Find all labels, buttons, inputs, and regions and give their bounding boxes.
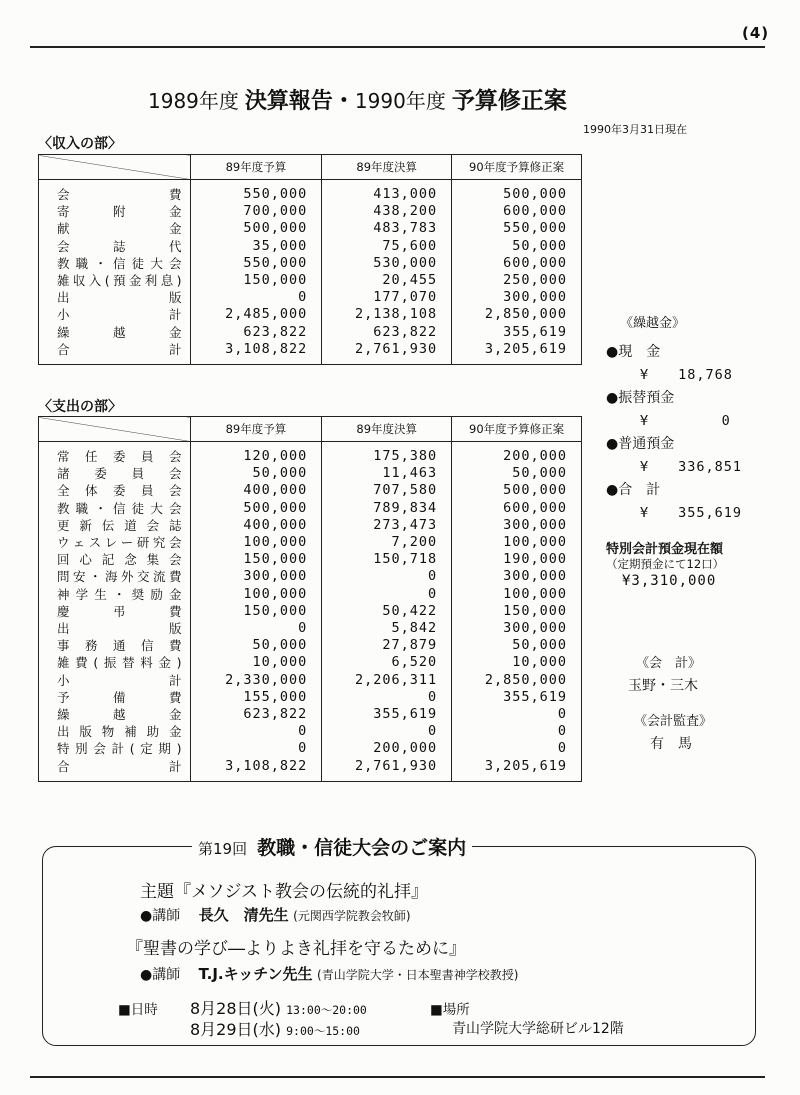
value-cell: 11,463 (322, 465, 452, 482)
row-label: ウェスレー研究会 (39, 534, 191, 551)
page-number: (4) (742, 24, 770, 42)
value-cell: 623,822 (190, 706, 322, 723)
value-cell: 483,783 (322, 220, 452, 237)
row-label: 雑費(振替料金) (39, 654, 191, 671)
expenses-heading: 〈支出の部〉 (38, 399, 122, 415)
table-row (39, 180, 582, 204)
value-cell: 2,485,000 (190, 306, 322, 323)
value-cell: 0 (190, 289, 322, 306)
value-cell: 200,000 (452, 442, 582, 466)
value-cell: 10,000 (452, 654, 582, 671)
value-cell: 500,000 (190, 500, 322, 517)
value-cell: 175,380 (322, 442, 452, 466)
carryover-item (606, 341, 776, 383)
column-header: 89年度予算 (190, 155, 322, 180)
value-cell: 120,000 (190, 442, 322, 466)
table-row (39, 442, 582, 466)
value-cell: 0 (190, 740, 322, 757)
value-cell: 20,455 (322, 272, 452, 289)
special-account-heading: 特別会計預金現在額 (606, 542, 724, 557)
table-row (39, 203, 582, 220)
expenses-table (38, 416, 582, 782)
value-cell: 150,000 (190, 551, 322, 568)
value-cell: 2,206,311 (322, 672, 452, 689)
row-label: 寄附金 (39, 203, 191, 220)
value-cell: 0 (322, 723, 452, 740)
value-cell: 400,000 (190, 482, 322, 499)
value-cell: 50,422 (322, 603, 452, 620)
diagonal-header-cell (39, 417, 191, 442)
value-cell: 2,850,000 (452, 672, 582, 689)
table-row (39, 220, 582, 237)
row-label: 特別会計(定期) (39, 740, 191, 757)
carryover-amount: ¥ 336,851 (640, 459, 743, 475)
value-cell: 300,000 (452, 620, 582, 637)
top-rule (30, 46, 765, 48)
event-theme-1: 主題『メソジスト教会の伝統的礼拝』 (140, 882, 428, 902)
title-year2: 1990年度 (354, 89, 446, 113)
row-label: 慶弔費 (39, 603, 191, 620)
value-cell: 413,000 (322, 180, 452, 204)
table-row (39, 637, 582, 654)
row-label: 繰越金 (39, 324, 191, 341)
table-row (39, 551, 582, 568)
table-row (39, 255, 582, 272)
event-place-label: ■場所 (430, 1002, 470, 1018)
value-cell: 155,000 (190, 689, 322, 706)
event-date-2 (190, 1017, 360, 1040)
value-cell: 3,108,822 (190, 758, 322, 782)
value-cell: 550,000 (190, 255, 322, 272)
value-cell: 100,000 (452, 534, 582, 551)
row-label: 問安・海外交流費 (39, 568, 191, 585)
table-row (39, 482, 582, 499)
value-cell: 500,000 (190, 220, 322, 237)
carryover-label: ●合 計 (606, 482, 661, 498)
value-cell: 623,822 (322, 324, 452, 341)
special-account-amount: ¥3,310,000 (622, 573, 717, 589)
value-cell: 190,000 (452, 551, 582, 568)
table-row (39, 586, 582, 603)
title-year1: 1989年度 (148, 89, 239, 113)
table-row (39, 723, 582, 740)
value-cell: 2,138,108 (322, 306, 452, 323)
table-row (39, 272, 582, 289)
table-row (39, 568, 582, 585)
carryover-panel (606, 312, 776, 521)
value-cell: 0 (452, 706, 582, 723)
value-cell: 600,000 (452, 255, 582, 272)
value-cell: 7,200 (322, 534, 452, 551)
page-title (148, 82, 567, 115)
table-row (39, 534, 582, 551)
value-cell: 355,619 (452, 324, 582, 341)
value-cell: 355,619 (322, 706, 452, 723)
value-cell: 0 (322, 689, 452, 706)
speaker-label: ●講師 (140, 967, 181, 983)
time-text: 9:00〜15:00 (286, 1024, 360, 1038)
value-cell: 789,834 (322, 500, 452, 517)
row-label: 全体委員会 (39, 482, 191, 499)
row-label: 出版物補助金 (39, 723, 191, 740)
carryover-item (606, 479, 776, 521)
carryover-item (606, 433, 776, 475)
speaker-affiliation: (元関西学院教会牧師) (293, 909, 411, 923)
auditor-heading: 《会計監査》 (634, 714, 713, 729)
carryover-amount: ¥ 18,768 (640, 367, 733, 383)
value-cell: 400,000 (190, 517, 322, 534)
table-row (39, 620, 582, 637)
row-label: 回心記念集会 (39, 551, 191, 568)
carryover-amount: ¥ 0 (640, 413, 731, 429)
title-part1: 決算報告・ (244, 89, 355, 114)
value-cell: 550,000 (190, 180, 322, 204)
row-label: 教職・信徒大会 (39, 255, 191, 272)
value-cell: 150,000 (452, 603, 582, 620)
value-cell: 438,200 (322, 203, 452, 220)
row-label: 雑収入(預金利息) (39, 272, 191, 289)
row-label: 合計 (39, 341, 191, 365)
row-label: 出版 (39, 620, 191, 637)
row-label: 更新伝道会誌 (39, 517, 191, 534)
value-cell: 5,842 (322, 620, 452, 637)
value-cell: 50,000 (452, 238, 582, 255)
value-cell: 3,205,619 (452, 341, 582, 365)
row-label: 予備費 (39, 689, 191, 706)
table-row (39, 517, 582, 534)
value-cell: 2,761,930 (322, 758, 452, 782)
value-cell: 35,000 (190, 238, 322, 255)
value-cell: 500,000 (452, 482, 582, 499)
table-row (39, 758, 582, 782)
value-cell: 50,000 (190, 465, 322, 482)
value-cell: 6,520 (322, 654, 452, 671)
column-header: 89年度決算 (322, 155, 452, 180)
value-cell: 150,000 (190, 603, 322, 620)
accountant-names: 玉野・三木 (628, 678, 698, 694)
event-speaker-2 (140, 963, 518, 984)
value-cell: 0 (452, 740, 582, 757)
row-label: 事務通信費 (39, 637, 191, 654)
speaker-label: ●講師 (140, 908, 181, 924)
table-row (39, 324, 582, 341)
value-cell: 150,718 (322, 551, 452, 568)
bottom-rule (30, 1076, 765, 1078)
value-cell: 3,108,822 (190, 341, 322, 365)
event-title (192, 833, 472, 860)
value-cell: 10,000 (190, 654, 322, 671)
table-row (39, 706, 582, 723)
income-heading: 〈収入の部〉 (38, 136, 122, 152)
income-table (38, 154, 582, 365)
event-theme-2: 『聖書の学び―よりよき礼拝を守るために』 (126, 939, 466, 959)
value-cell: 550,000 (452, 220, 582, 237)
value-cell: 355,619 (452, 689, 582, 706)
table-row (39, 289, 582, 306)
title-part2: 予算修正案 (451, 88, 567, 114)
carryover-heading: 《繰越金》 (620, 316, 686, 331)
value-cell: 0 (190, 620, 322, 637)
value-cell: 707,580 (322, 482, 452, 499)
value-cell: 273,473 (322, 517, 452, 534)
table-row (39, 500, 582, 517)
accountant-heading: 《会 計》 (636, 656, 702, 671)
row-label: 合計 (39, 758, 191, 782)
value-cell: 75,600 (322, 238, 452, 255)
column-header: 90年度予算修正案 (452, 417, 582, 442)
value-cell: 2,850,000 (452, 306, 582, 323)
value-cell: 0 (322, 586, 452, 603)
value-cell: 623,822 (190, 324, 322, 341)
table-row (39, 672, 582, 689)
table-row (39, 689, 582, 706)
value-cell: 100,000 (190, 534, 322, 551)
table-row (39, 603, 582, 620)
event-title-prefix: 第19回 (198, 840, 248, 858)
value-cell: 177,070 (322, 289, 452, 306)
table-row (39, 341, 582, 365)
value-cell: 100,000 (190, 586, 322, 603)
time-text: 13:00〜20:00 (286, 1003, 367, 1017)
row-label: 神学生・奨励金 (39, 586, 191, 603)
value-cell: 0 (190, 723, 322, 740)
carryover-label: ●現 金 (606, 344, 661, 360)
column-header: 89年度決算 (322, 417, 452, 442)
event-place: 青山学院大学総研ビル12階 (452, 1021, 624, 1037)
value-cell: 600,000 (452, 203, 582, 220)
value-cell: 27,879 (322, 637, 452, 654)
value-cell: 0 (322, 568, 452, 585)
row-label: 献金 (39, 220, 191, 237)
row-label: 繰越金 (39, 706, 191, 723)
value-cell: 530,000 (322, 255, 452, 272)
carryover-label: ●普通預金 (606, 436, 675, 452)
value-cell: 150,000 (190, 272, 322, 289)
value-cell: 250,000 (452, 272, 582, 289)
table-row (39, 306, 582, 323)
speaker-name: 長久 清先生 (198, 906, 289, 924)
value-cell: 50,000 (452, 465, 582, 482)
row-label: 会費 (39, 180, 191, 204)
column-header: 89年度予算 (190, 417, 322, 442)
column-header: 90年度予算修正案 (452, 155, 582, 180)
row-label: 会誌代 (39, 238, 191, 255)
row-label: 教職・信徒大会 (39, 500, 191, 517)
table-row (39, 654, 582, 671)
table-row (39, 740, 582, 757)
row-label: 小計 (39, 672, 191, 689)
event-speaker-1 (140, 904, 411, 925)
event-title-text: 教職・信徒大会のご案内 (257, 837, 467, 859)
value-cell: 50,000 (452, 637, 582, 654)
as-of-date: 1990年3月31日現在 (583, 123, 687, 136)
carryover-amount: ¥ 355,619 (640, 505, 743, 521)
value-cell: 500,000 (452, 180, 582, 204)
special-account-sub: （定期預金にて12口） (606, 557, 725, 571)
carryover-item (606, 387, 776, 429)
value-cell: 200,000 (322, 740, 452, 757)
value-cell: 300,000 (190, 568, 322, 585)
row-label: 諸委員会 (39, 465, 191, 482)
value-cell: 2,761,930 (322, 341, 452, 365)
value-cell: 300,000 (452, 289, 582, 306)
value-cell: 100,000 (452, 586, 582, 603)
value-cell: 300,000 (452, 568, 582, 585)
event-date-1 (190, 996, 367, 1019)
speaker-name: T.J.キッチン先生 (198, 965, 313, 983)
date-text: 8月29日(水) (190, 1020, 282, 1039)
value-cell: 700,000 (190, 203, 322, 220)
table-row (39, 465, 582, 482)
table-row (39, 238, 582, 255)
row-label: 小計 (39, 306, 191, 323)
value-cell: 300,000 (452, 517, 582, 534)
date-text: 8月28日(火) (190, 999, 282, 1018)
diagonal-header-cell (39, 155, 191, 180)
value-cell: 50,000 (190, 637, 322, 654)
value-cell: 2,330,000 (190, 672, 322, 689)
event-date-label: ■日時 (118, 1002, 158, 1018)
value-cell: 3,205,619 (452, 758, 582, 782)
speaker-affiliation: (青山学院大学・日本聖書神学校教授) (317, 968, 519, 982)
auditor-names: 有 馬 (650, 736, 692, 752)
row-label: 常任委員会 (39, 442, 191, 466)
carryover-label: ●振替預金 (606, 390, 675, 406)
row-label: 出版 (39, 289, 191, 306)
value-cell: 0 (452, 723, 582, 740)
value-cell: 600,000 (452, 500, 582, 517)
